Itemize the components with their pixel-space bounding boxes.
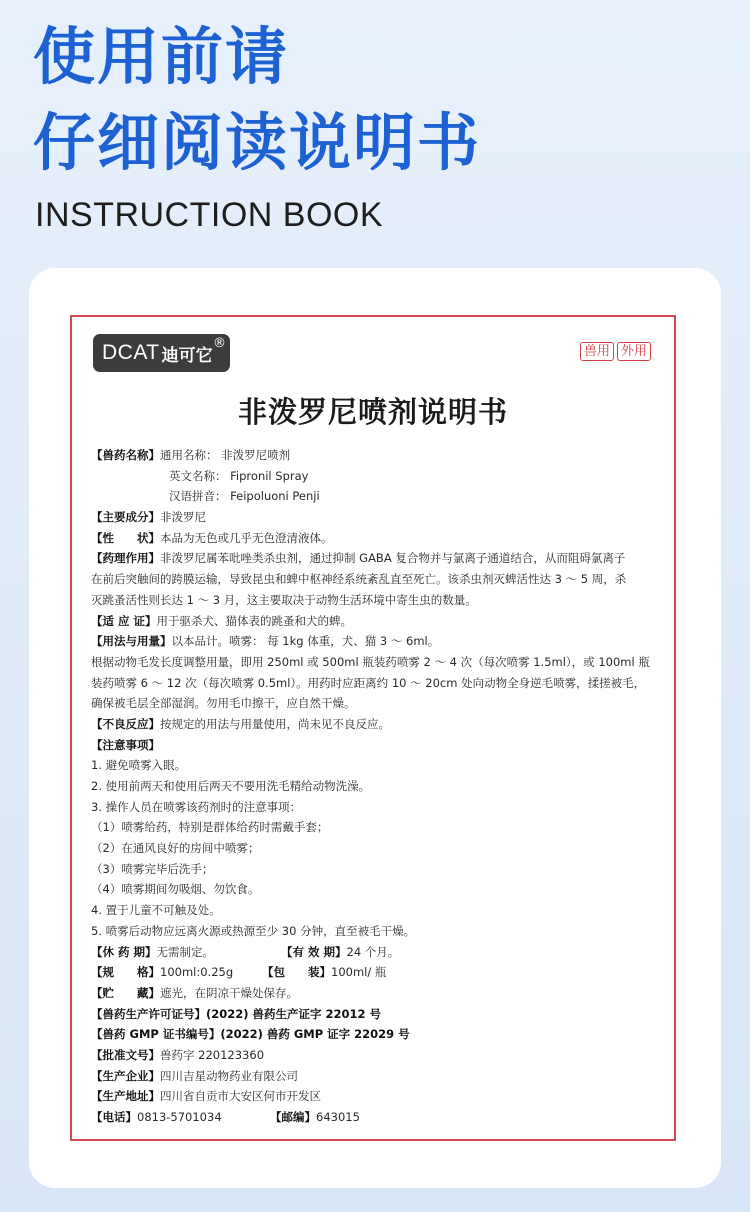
label-dosage: 【用法与用量】: [91, 634, 172, 649]
pharmacology-line2: 在前后突触间的跨膜运输，导致昆虫和蜱中枢神经系统紊乱直至死亡。该杀虫剂灭蜱活性达 3 ～ 5 周，杀: [91, 572, 627, 587]
label-ingredient: 【主要成分】: [91, 510, 160, 525]
label-precautions: 【注意事项】: [91, 737, 160, 752]
logo-brand-cn: 迪可它: [161, 345, 213, 366]
english-name: 英文名称： Fipronil Spray: [169, 468, 309, 483]
hero-title-line2: 仔细阅读说明书: [33, 106, 482, 179]
document-title: 非泼罗尼喷剂说明书: [237, 395, 508, 429]
label-approval: 【批准文号】: [91, 1047, 160, 1062]
phone-value: 0813-5701034: [137, 1110, 222, 1124]
label-storage: 【贮 藏】: [91, 985, 160, 1000]
dosage-line2: 根据动物毛发长度调整用量，即用 250ml 或 500ml 瓶装药喷雾 2 ～ 4 次（每次喷雾 1.5ml），或 100ml 瓶: [91, 654, 650, 669]
label-company: 【生产企业】: [91, 1068, 160, 1083]
character-value: 本品为无色或几乎无色澄清液体。: [160, 530, 333, 545]
label-withdrawal: 【休 药 期】: [91, 944, 157, 959]
validity-value: 24 个月。: [346, 944, 400, 959]
pharmacology-line3: 灭跳蚤活性则长达 1 ～ 3 月，这主要取决于动物生活环境中寄生虫的数量。: [91, 592, 477, 607]
list-item: 2. 使用前两天和使用后两天不要用洗毛精给动物洗澡。: [91, 779, 371, 793]
list-item: （4）喷雾期间勿吸烟、勿饮食。: [91, 882, 260, 897]
ingredient-value: 非泼罗尼: [160, 510, 206, 525]
list-item: （1）喷雾给药，特别是群体给药时需戴手套；: [91, 820, 329, 835]
adverse-value: 按规定的用法与用量使用，尚未见不良反应。: [160, 716, 390, 731]
label-package: 【包 装】: [262, 965, 331, 980]
generic-name: 通用名称： 非泼罗尼喷剂: [160, 448, 291, 462]
instruction-sheet: [70, 315, 676, 1141]
list-item: 1. 避免喷雾入眼。: [91, 758, 187, 773]
package-value: 100ml/ 瓶: [331, 965, 387, 980]
tag-veterinary: 兽用: [580, 342, 614, 361]
list-item: （2）在通风良好的房间中喷雾；: [91, 841, 260, 856]
list-item: 3. 操作人员在喷雾该药剂时的注意事项：: [91, 799, 302, 814]
production-license: 【兽药生产许可证号】(2022) 兽药生产证字 22012 号: [91, 1006, 382, 1021]
label-indication: 【适 应 证】: [91, 613, 157, 628]
dosage-line3: 装药喷雾 6 ～ 12 次（每次喷雾 0.5ml）。用药时应距离约 10 ～ 20cm 处向动物全身逆毛喷雾，揉搓被毛，: [91, 675, 646, 690]
logo-brand-en: DCAT: [102, 341, 160, 364]
usage-tags: [580, 342, 651, 361]
address-value: 四川省自贡市大安区何市开发区: [160, 1089, 321, 1104]
label-validity: 【有 效 期】: [281, 944, 347, 959]
label-phone: 【电话】: [91, 1110, 137, 1124]
company-value: 四川吉星动物药业有限公司: [160, 1068, 298, 1083]
storage-value: 遮光，在阴凉干燥处保存。: [160, 985, 298, 1000]
label-drug-name: 【兽药名称】: [91, 448, 160, 462]
list-item: （3）喷雾完毕后洗手；: [91, 861, 214, 876]
list-item: 5. 喷雾后动物应远离火源或热源至少 30 分钟，直至被毛干燥。: [91, 923, 416, 938]
label-postcode: 【邮编】: [270, 1110, 316, 1124]
approval-value: 兽药字 220123360: [160, 1047, 265, 1062]
indication-value: 用于驱杀犬、猫体表的跳蚤和犬的蜱。: [156, 613, 353, 628]
dosage-line1: 以本品计。喷雾： 每 1kg 体重，犬、猫 3 ～ 6ml。: [171, 634, 440, 649]
tag-external: 外用: [617, 342, 651, 361]
document-body: [91, 445, 660, 1128]
list-item: 4. 置于儿童不可触及处。: [91, 903, 221, 918]
dosage-line4: 确保被毛层全部湿润。勿用毛巾擦干，应自然干燥。: [91, 696, 356, 711]
brand-logo: [93, 334, 230, 372]
gmp-certificate: 【兽药 GMP 证书编号】(2022) 兽药 GMP 证字 22029 号: [91, 1027, 410, 1042]
label-address: 【生产地址】: [91, 1089, 160, 1104]
hero-english-title: INSTRUCTION BOOK: [35, 196, 384, 234]
label-character: 【性 状】: [91, 530, 160, 545]
pharmacology-line1: 非泼罗尼属苯吡唑类杀虫剂，通过抑制 GABA 复合物并与氯离子通道结合，从而阻碍氯离子: [160, 551, 626, 566]
hero-title-line1: 使用前请: [33, 20, 290, 93]
postcode-value: 643015: [316, 1110, 360, 1124]
label-adverse: 【不良反应】: [91, 716, 160, 731]
label-pharmacology: 【药理作用】: [91, 551, 160, 566]
withdrawal-value: 无需制定。: [156, 944, 215, 959]
registered-mark: ®: [213, 336, 226, 351]
label-spec: 【规 格】: [91, 965, 160, 980]
spec-value: 100ml:0.25g: [160, 965, 234, 980]
pinyin-name: 汉语拼音： Feipoluoni Penji: [169, 489, 320, 504]
